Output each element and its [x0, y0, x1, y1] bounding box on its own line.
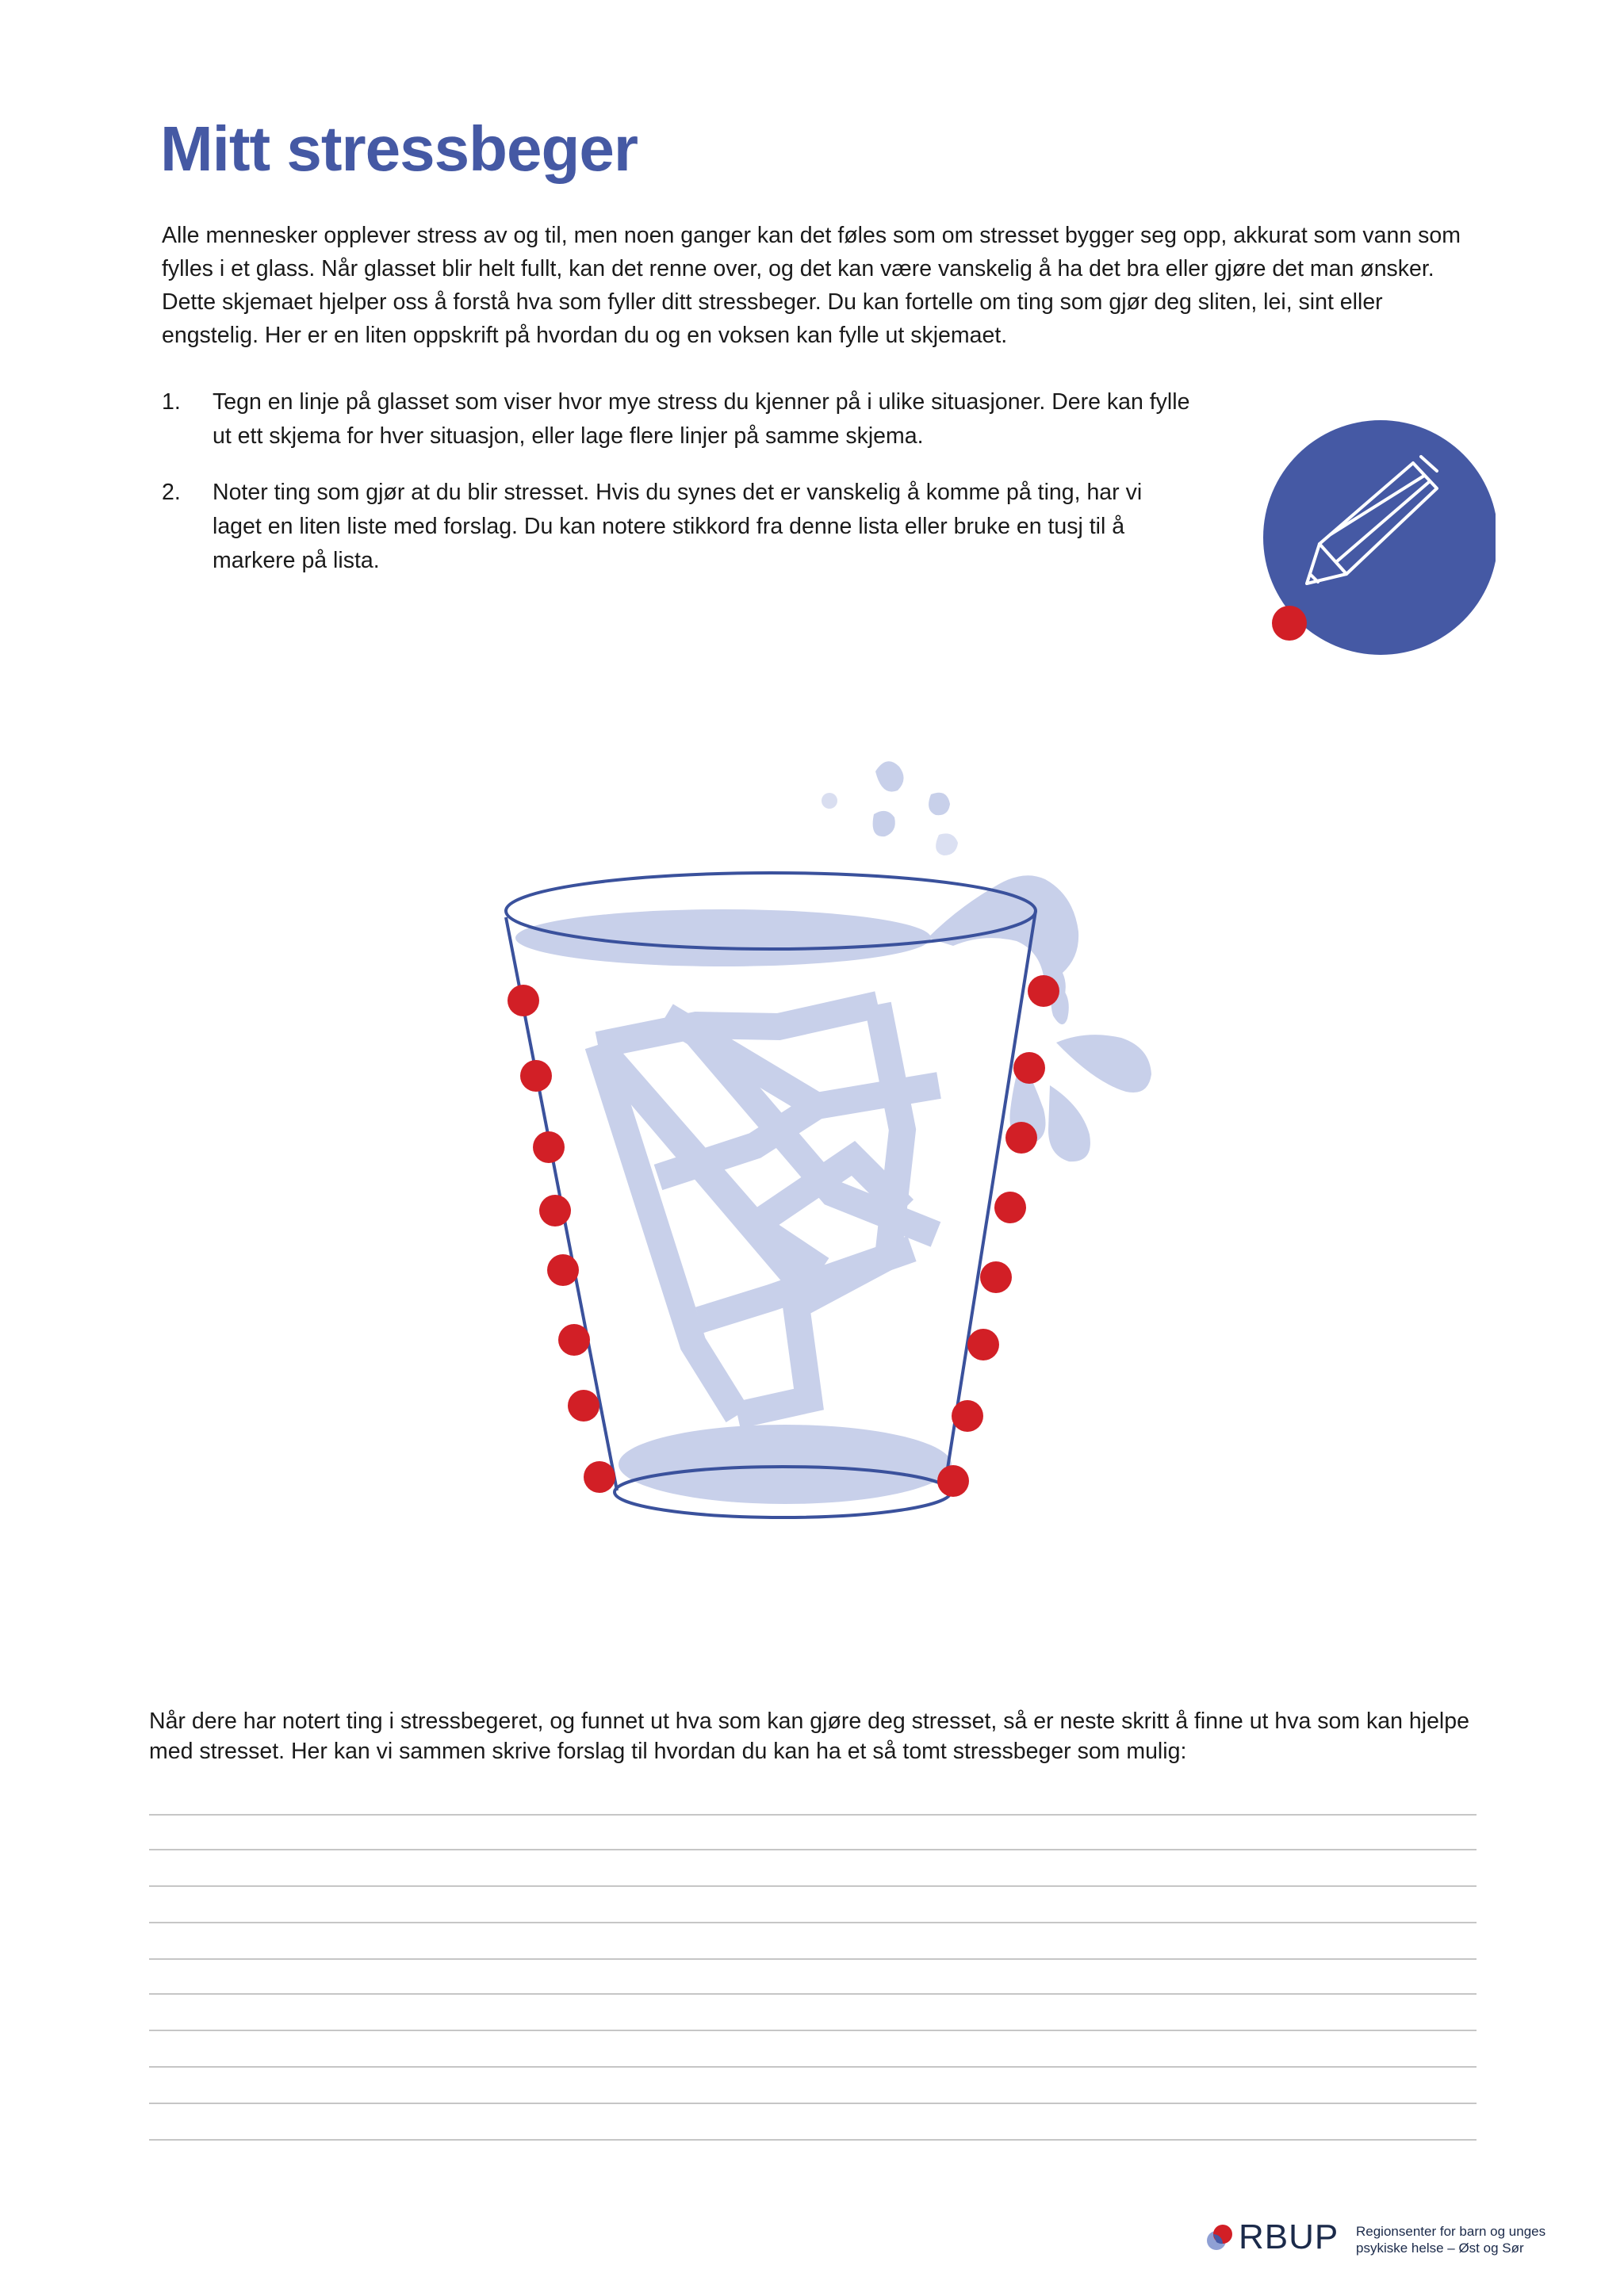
- rbup-logo-text: RBUP: [1239, 2218, 1339, 2256]
- writing-line: [149, 2103, 1477, 2104]
- writing-line: [149, 1958, 1477, 1960]
- writing-line: [149, 1993, 1477, 1995]
- bead: [584, 1461, 615, 1493]
- writing-line: [149, 1922, 1477, 1923]
- footer-branding: [1204, 2217, 1584, 2264]
- instruction-list: [162, 385, 1193, 600]
- right-bead-column: [937, 975, 1059, 1497]
- bead: [539, 1195, 571, 1226]
- organization-line: Regionsenter for barn og unges: [1356, 2224, 1546, 2239]
- writing-line: [149, 1814, 1477, 1816]
- writing-line: [149, 2066, 1477, 2068]
- pencil-icon: [1258, 419, 1496, 656]
- writing-line: [149, 1885, 1477, 1887]
- rbup-logo-mark: [1204, 2223, 1235, 2255]
- crack-pattern: [598, 1004, 939, 1415]
- bead: [520, 1060, 552, 1092]
- bead: [967, 1329, 999, 1360]
- bead: [952, 1400, 983, 1432]
- step-text: Tegn en linje på glasset som viser hvor mye stress du kjenner på i ulike situasjoner. Dere kan fylle ut ett skjema for hver situasjon, eller lage flere linjer på samme skjema.: [213, 389, 1190, 449]
- bead: [508, 985, 539, 1016]
- bead: [1005, 1122, 1037, 1154]
- bottom-water: [619, 1425, 952, 1504]
- organization-line: psykiske helse – Øst og Sør: [1356, 2241, 1524, 2256]
- writing-line: [149, 2139, 1477, 2141]
- writing-line: [149, 1849, 1477, 1850]
- step-number: 2.: [162, 480, 181, 505]
- step-number: 1.: [162, 389, 181, 415]
- overflowing-glass-illustration: [460, 733, 1221, 1550]
- bead: [994, 1192, 1026, 1223]
- page-title: Mitt stressbeger: [160, 113, 638, 184]
- instruction-step: [162, 476, 1193, 578]
- follow-up-paragraph: Når dere har notert ting i stressbegeret, og funnet ut hva som kan gjøre deg stresset, så er neste skritt å finne ut hva som kan hjelpe med stresset. Her kan vi sammen skrive forslag til hvordan du kan ha et så tomt stressbeger som mulig:: [149, 1709, 1469, 1764]
- splash-drops: [822, 761, 958, 855]
- instruction-step: [162, 385, 1193, 453]
- organization-name: [1356, 2223, 1594, 2256]
- bead: [533, 1131, 565, 1163]
- bead: [1028, 975, 1059, 1007]
- bead: [980, 1261, 1012, 1293]
- bead: [558, 1324, 590, 1356]
- bead: [568, 1390, 599, 1422]
- writing-lines: [149, 1792, 1477, 2141]
- intro-paragraph: Alle mennesker opplever stress av og til, men noen ganger kan det føles som om stresset bygger seg opp, akkurat som vann som fylles i et glass. Når glasset blir helt fullt, kan det renne over, og det kan være vanskelig å ha det bra eller gjøre det man ønsker. Dette skjemaet hjelper oss å forstå hva som fyller ditt stressbeger. Du kan fortelle om ting som gjør deg sliten, lei, sint eller engstelig. Her er en liten oppskrift på hvordan du og en voksen kan fylle ut skjemaet.: [162, 223, 1461, 348]
- bead: [1013, 1052, 1045, 1084]
- bead: [937, 1465, 969, 1497]
- bead: [547, 1254, 579, 1286]
- writing-line: [149, 2030, 1477, 2031]
- step-text: Noter ting som gjør at du blir stresset. Hvis du synes det er vanskelig å komme på ting, har vi laget en liten liste med forslag. Du kan notere stikkord fra denne lista eller bruke en tusj til å markere på lista.: [213, 480, 1143, 573]
